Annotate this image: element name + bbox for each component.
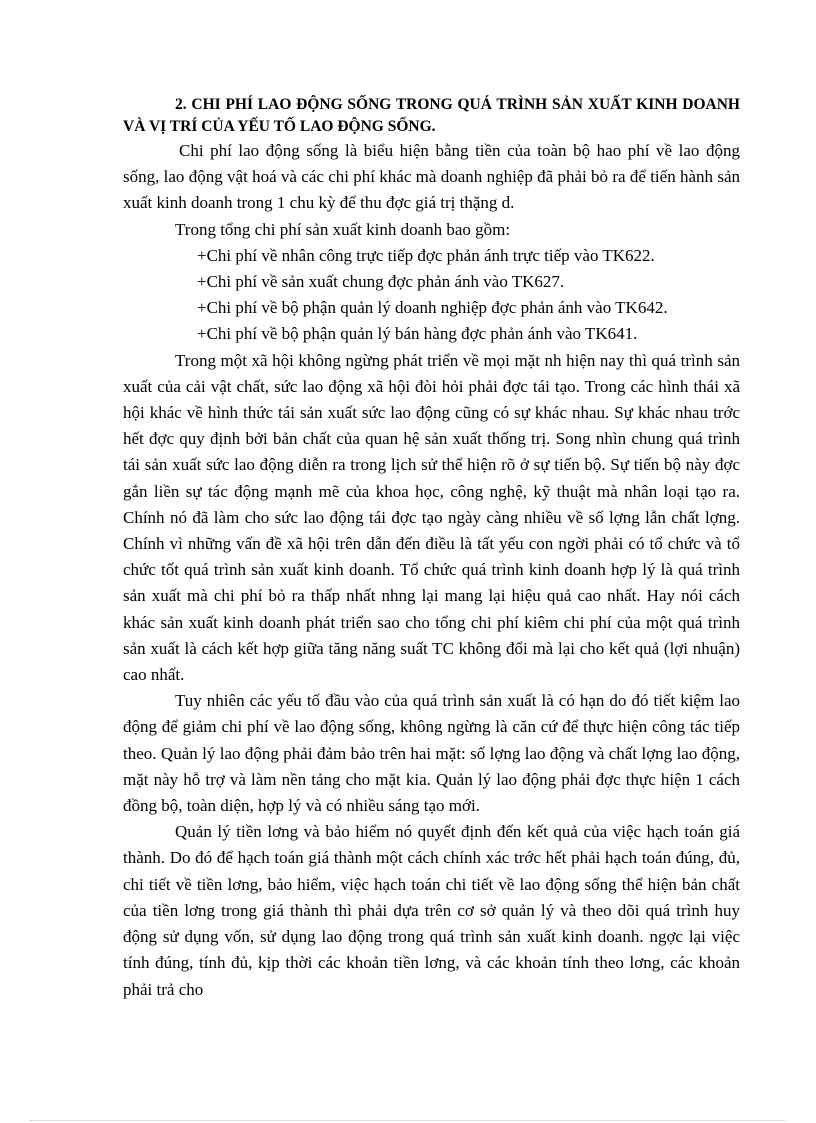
cost-item-sales-management: +Chi phí về bộ phận quản lý bán hàng đợc phản ánh vào TK641. xyxy=(197,324,638,344)
cost-item-direct-labor: +Chi phí về nhân công trực tiếp đợc phản ánh trực tiếp vào TK622. xyxy=(197,245,655,265)
cost-item-enterprise-management: +Chi phí về bộ phận quản lý doanh nghiệp đợc phản ánh vào TK642. xyxy=(197,298,668,318)
paragraph-wage-management: Quản lý tiền lơng và bảo hiểm nó quyết định đến kết quả của việc hạch toán giá thành. Do đó để hạch toán giá thành một cách chính xác trớc hết phải hạch toán đúng, đủ, chi tiết về tiền lơng, bảo hiểm, việc hạch toán chi tiết về lao động sống thể hiện bản chất của tiền lơng trong giá thành thì phải dựa trên cơ sở quản lý và theo dõi quá trình huy động sử dụng vốn, sử dụng lao động trong quá trình sản xuất kinh doanh. ngợc lại việc tính đúng, tính đủ, kịp thời các khoản tiền lơng, và các khoản tính theo lơng, các khoản phải trả cho xyxy=(123,822,740,999)
paragraph-society-development: Trong một xã hội không ngừng phát triển về mọi mặt nh hiện nay thì quá trình sản xuất của cải vật chất, sức lao động xã hội đòi hỏi phải đợc tái tạo. Trong các hình thái xã hội khác về hình thức tái sản xuất sức lao động cũng có sự khác nhau. Sự khác nhau trớc hết đợc quy định bởi bản chất của quan hệ sản xuất thống trị. Song nhìn chung quá trình tái sản xuất sức lao động diễn ra trong lịch sử thể hiện rõ ở sự tiến bộ. Sự tiến bộ này đợc gắn liền sự tác động mạnh mẽ của khoa học, công nghệ, kỹ thuật mà nhân loại tạo ra. Chính nó đã làm cho sức lao động tái đợc tạo ngày càng nhiều về số lợng lẫn chất lợng. Chính vì những vấn đề xã hội trên dẫn đến điều là tất yếu con ngời phải có tổ chức và tổ chức tốt quá trình sản xuất kinh doanh. Tổ chức quá trình kinh doanh hợp lý là quá trình sản xuất mà chi phí bỏ ra thấp nhất nhng lại mang lại hiệu quả cao nhất. Hay nói cách khác sản xuất kinh doanh phát triển sao cho tổng chi phí kiêm chi phí của một quá trình sản xuất là cách kết hợp giữa tăng năng suất TC không đổi mà lại cho kết quả (lợi nhuận) cao nhất. xyxy=(123,350,740,685)
document-body xyxy=(123,94,740,1003)
section-heading: 2. CHI PHÍ LAO ĐỘNG SỐNG TRONG QUÁ TRÌNH SẢN XUẤT KINH DOANH VÀ VỊ TRÍ CỦA YẾU TỐ LAO ĐỘNG SỐNG. xyxy=(123,96,740,135)
cost-item-general-production: +Chi phí về sản xuất chung đợc phản ánh vào TK627. xyxy=(197,272,565,292)
paragraph-cost-intro: Trong tổng chi phí sản xuất kinh doanh bao gồm: xyxy=(175,219,511,239)
paragraph-definition: Chi phí lao động sống là biểu hiện bằng tiền của toàn bộ hao phí về lao động sống, lao động vật hoá và các chi phí khác mà doanh nghiệp đã phải bỏ ra để tiến hành sản xuất kinh doanh trong 1 chu kỳ để thu đợc giá trị thặng d. xyxy=(123,141,740,213)
page-bottom-divider xyxy=(30,1120,786,1121)
paragraph-labor-management: Tuy nhiên các yếu tố đầu vào của quá trình sản xuất là có hạn do đó tiết kiệm lao động để giảm chi phí về lao động sống, không ngừng là căn cứ để thực hiện công tác tiếp theo. Quản lý lao động phải đảm bảo trên hai mặt: số lợng lao động và chất lợng lao động, mặt này hỗ trợ và làm nền tảng cho mặt kia. Quản lý lao động phải đợc thực hiện 1 cách đồng bộ, toàn diện, hợp lý và có nhiều sáng tạo mới. xyxy=(123,691,740,816)
